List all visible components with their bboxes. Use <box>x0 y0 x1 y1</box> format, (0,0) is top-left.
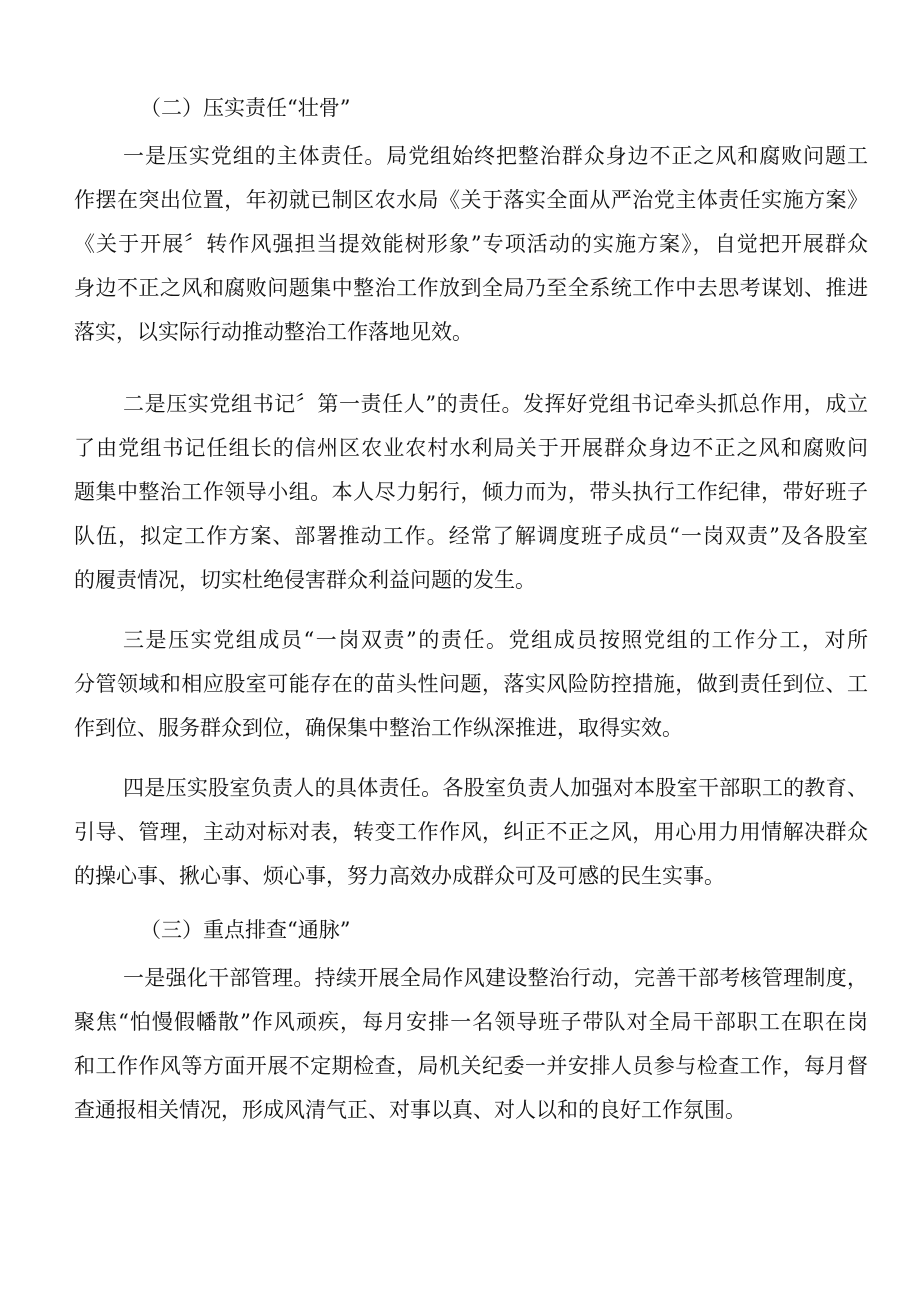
paragraph-line: 作到位、服务群众到位，确保集中整治工作纵深推进，取得实效。 <box>74 716 683 740</box>
paragraph-line: 二是压实党组书记〞第一责任人”的责任。发挥好党组书记牵头抓总作用，成立 <box>123 392 868 416</box>
paragraph-line: 队伍，拟定工作方案、部署推动工作。经常了解调度班子成员“一岗双责”及各股室 <box>74 524 868 548</box>
paragraph-line: 引导、管理，主动对标对表，转变工作作风，纠正不正之风，用心用力用情解决群众 <box>74 820 868 844</box>
paragraph-party-secretary-responsibility <box>74 382 868 602</box>
section-heading-3: （三）重点排查“通脉” <box>140 918 351 942</box>
paragraph-department-heads-responsibility <box>74 766 868 898</box>
paragraph-line: 的履责情况，切实杜绝侵害群众利益问题的发生。 <box>74 568 536 592</box>
section-heading-2: （二）压实责任“壮骨” <box>140 96 351 120</box>
paragraph-line: 一是强化干部管理。持续开展全局作风建设整治行动，完善干部考核管理制度， <box>123 966 868 990</box>
paragraph-cadre-management <box>74 956 868 1132</box>
paragraph-line: 《关于开展〞转作风强担当提效能树形象”专项活动的实施方案》，自觉把开展群众 <box>74 232 868 256</box>
paragraph-line: 身边不正之风和腐败问题集中整治工作放到全局乃至全系统工作中去思考谋划、推进 <box>74 276 868 300</box>
paragraph-line: 聚焦“怕慢假幡散”作风顽疾，每月安排一名领导班子带队对全局干部职工在职在岗 <box>74 1010 868 1034</box>
paragraph-line: 了由党组书记任组长的信州区农业农村水利局关于开展群众身边不正之风和腐败问 <box>74 436 868 460</box>
paragraph-line: 分管领域和相应股室可能存在的苗头性问题，落实风险防控措施，做到责任到位、工 <box>74 672 868 696</box>
paragraph-line: 题集中整治工作领导小组。本人尽力躬行，倾力而为，带头执行工作纪律，带好班子 <box>74 480 868 504</box>
paragraph-line: 的操心事、揪心事、烦心事，努力高效办成群众可及可感的民生实事。 <box>74 864 725 888</box>
paragraph-line: 落实，以实际行动推动整治工作落地见效。 <box>74 320 473 344</box>
paragraph-line: 作摆在突出位置，年初就已制区农水局《关于落实全面从严治党主体责任实施方案》 <box>74 188 868 212</box>
paragraph-party-group-responsibility <box>74 134 868 354</box>
paragraph-line: 和工作作风等方面开展不定期检查，局机关纪委一并安排人员参与检查工作，每月督 <box>74 1054 868 1078</box>
paragraph-line: 一是压实党组的主体责任。局党组始终把整治群众身边不正之风和腐败问题工 <box>123 144 868 168</box>
paragraph-line: 四是压实股室负责人的具体责任。各股室负责人加强对本股室干部职工的教育、 <box>123 776 868 800</box>
paragraph-group-members-responsibility <box>74 618 868 750</box>
paragraph-line: 查通报相关情况，形成风清气正、对事以真、对人以和的良好工作氛围。 <box>74 1098 746 1122</box>
paragraph-line: 三是压实党组成员“一岗双责”的责任。党组成员按照党组的工作分工，对所 <box>123 628 868 652</box>
